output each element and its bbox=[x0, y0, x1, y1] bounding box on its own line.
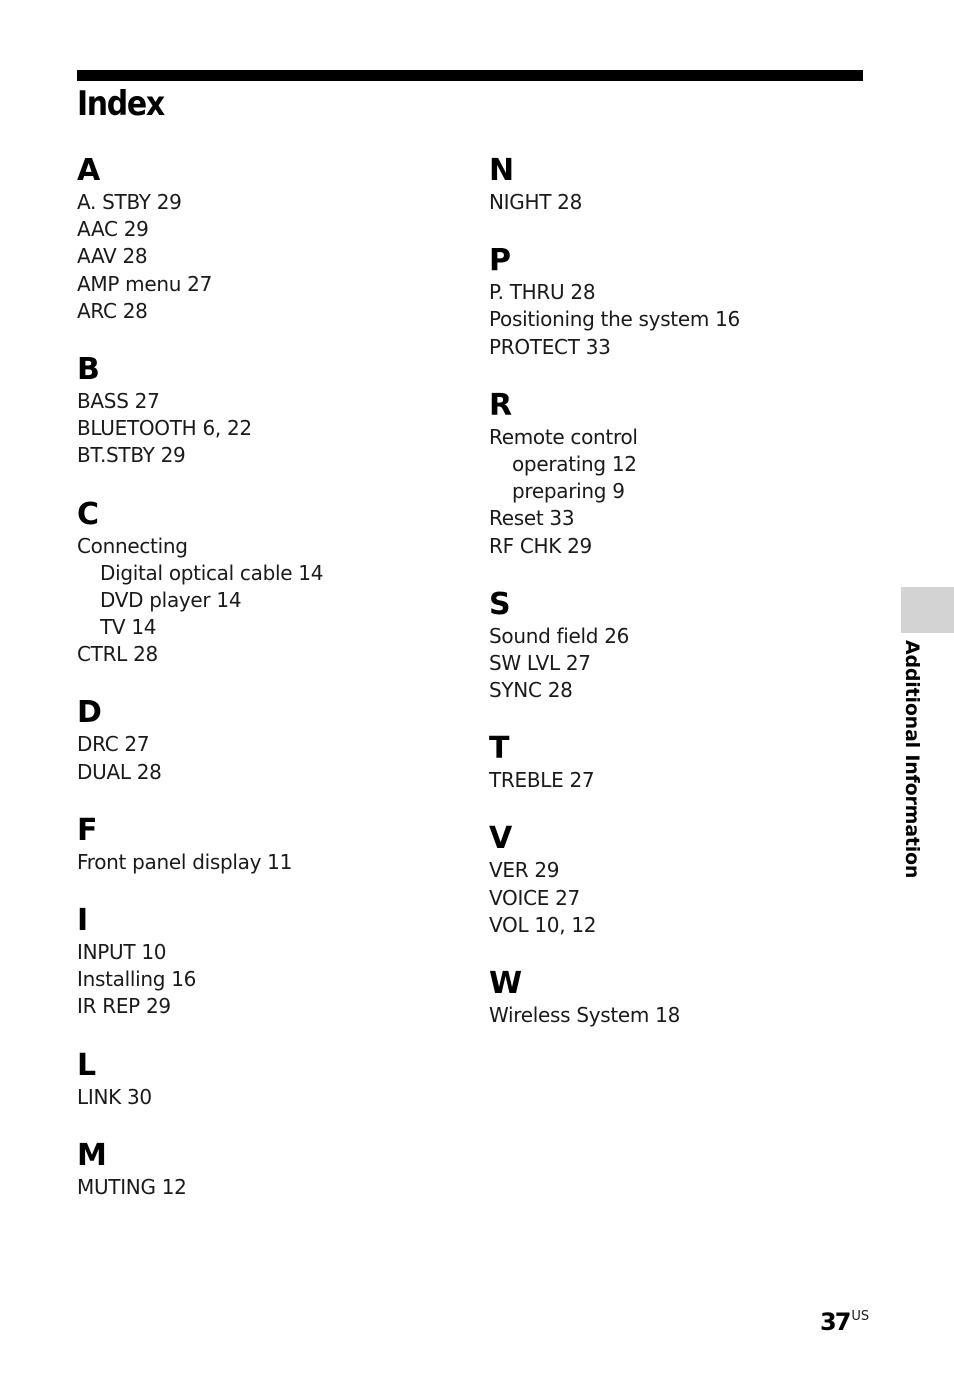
section-letter: R bbox=[489, 387, 513, 423]
index-entry: BASS 27 bbox=[77, 388, 160, 413]
index-section-v bbox=[489, 821, 869, 939]
section-letter: D bbox=[77, 695, 102, 731]
section-letter: A bbox=[77, 153, 101, 188]
section-letter: N bbox=[489, 153, 515, 188]
section-letter: L bbox=[77, 1047, 97, 1083]
index-section-c bbox=[77, 497, 457, 669]
index-column-left bbox=[77, 153, 457, 1228]
index-entry: ARC 28 bbox=[77, 298, 148, 323]
section-letter: C bbox=[77, 496, 100, 532]
index-entry: Installing 16 bbox=[77, 967, 197, 992]
index-entry: PROTECT 33 bbox=[489, 334, 611, 359]
section-letter: F bbox=[77, 812, 98, 848]
index-section-d bbox=[77, 695, 457, 785]
index-section-a bbox=[77, 153, 457, 325]
index-entry: AMP menu 27 bbox=[77, 271, 213, 296]
index-entry: AAV 28 bbox=[77, 244, 148, 269]
index-entry: Remote control bbox=[489, 424, 638, 449]
index-subentry: operating 12 bbox=[512, 451, 637, 476]
index-entry: SYNC 28 bbox=[489, 678, 573, 703]
index-column-right bbox=[489, 153, 869, 1056]
section-letter: T bbox=[489, 731, 510, 767]
index-entry: INPUT 10 bbox=[77, 940, 167, 964]
section-letter: B bbox=[77, 351, 100, 387]
page-number bbox=[820, 1308, 869, 1336]
page-number-value: 37 bbox=[820, 1308, 850, 1336]
section-letter: P bbox=[489, 243, 511, 279]
index-entry: BLUETOOTH 6, 22 bbox=[77, 416, 252, 441]
index-section-i bbox=[77, 903, 457, 1021]
index-entry: CTRL 28 bbox=[77, 642, 158, 667]
index-entry: RF CHK 29 bbox=[489, 533, 592, 558]
page-number-suffix: US bbox=[851, 1309, 870, 1324]
index-section-p bbox=[489, 243, 869, 361]
index-entry: NIGHT 28 bbox=[489, 190, 583, 214]
index-entry: Reset 33 bbox=[489, 506, 575, 531]
index-section-n bbox=[489, 153, 869, 216]
index-section-r bbox=[489, 388, 869, 560]
page-title: Index bbox=[77, 84, 164, 124]
index-entry: DRC 27 bbox=[77, 732, 150, 757]
index-section-t bbox=[489, 731, 869, 794]
title-rule bbox=[77, 70, 863, 81]
section-letter: W bbox=[489, 966, 523, 1001]
index-section-b bbox=[77, 352, 457, 470]
section-tab bbox=[901, 587, 954, 633]
index-entry: VOL 10, 12 bbox=[489, 912, 597, 937]
index-entry: TREBLE 27 bbox=[489, 768, 595, 793]
index-entry: P. THRU 28 bbox=[489, 280, 596, 305]
index-section-m bbox=[77, 1138, 457, 1201]
index-subentry: DVD player 14 bbox=[100, 587, 242, 612]
index-subentry: Digital optical cable 14 bbox=[100, 560, 324, 585]
index-entry: A. STBY 29 bbox=[77, 190, 182, 214]
index-section-l bbox=[77, 1048, 457, 1111]
index-entry: DUAL 28 bbox=[77, 759, 162, 784]
index-section-f bbox=[77, 813, 457, 876]
index-subentry: preparing 9 bbox=[512, 479, 625, 504]
index-subentry: TV 14 bbox=[100, 615, 157, 640]
section-letter: S bbox=[489, 586, 511, 622]
index-entry: BT.STBY 29 bbox=[77, 443, 186, 468]
section-letter: I bbox=[77, 903, 89, 938]
index-entry: Sound field 26 bbox=[489, 623, 630, 648]
index-section-s bbox=[489, 587, 869, 705]
index-entry: MUTING 12 bbox=[77, 1174, 187, 1199]
index-entry: Wireless System 18 bbox=[489, 1003, 681, 1027]
index-entry: VER 29 bbox=[489, 858, 560, 883]
section-label: Additional Information bbox=[901, 640, 923, 879]
index-entry: SW LVL 27 bbox=[489, 650, 591, 675]
index-entry: Front panel display 11 bbox=[77, 849, 293, 874]
section-letter: M bbox=[77, 1137, 107, 1173]
section-letter: V bbox=[489, 821, 513, 857]
index-entry: AAC 29 bbox=[77, 217, 149, 242]
index-entry: LINK 30 bbox=[77, 1084, 152, 1109]
index-entry: IR REP 29 bbox=[77, 994, 171, 1019]
index-section-w bbox=[489, 966, 869, 1029]
index-entry: Connecting bbox=[77, 533, 188, 558]
index-entry: VOICE 27 bbox=[489, 885, 580, 910]
index-entry: Positioning the system 16 bbox=[489, 307, 740, 332]
